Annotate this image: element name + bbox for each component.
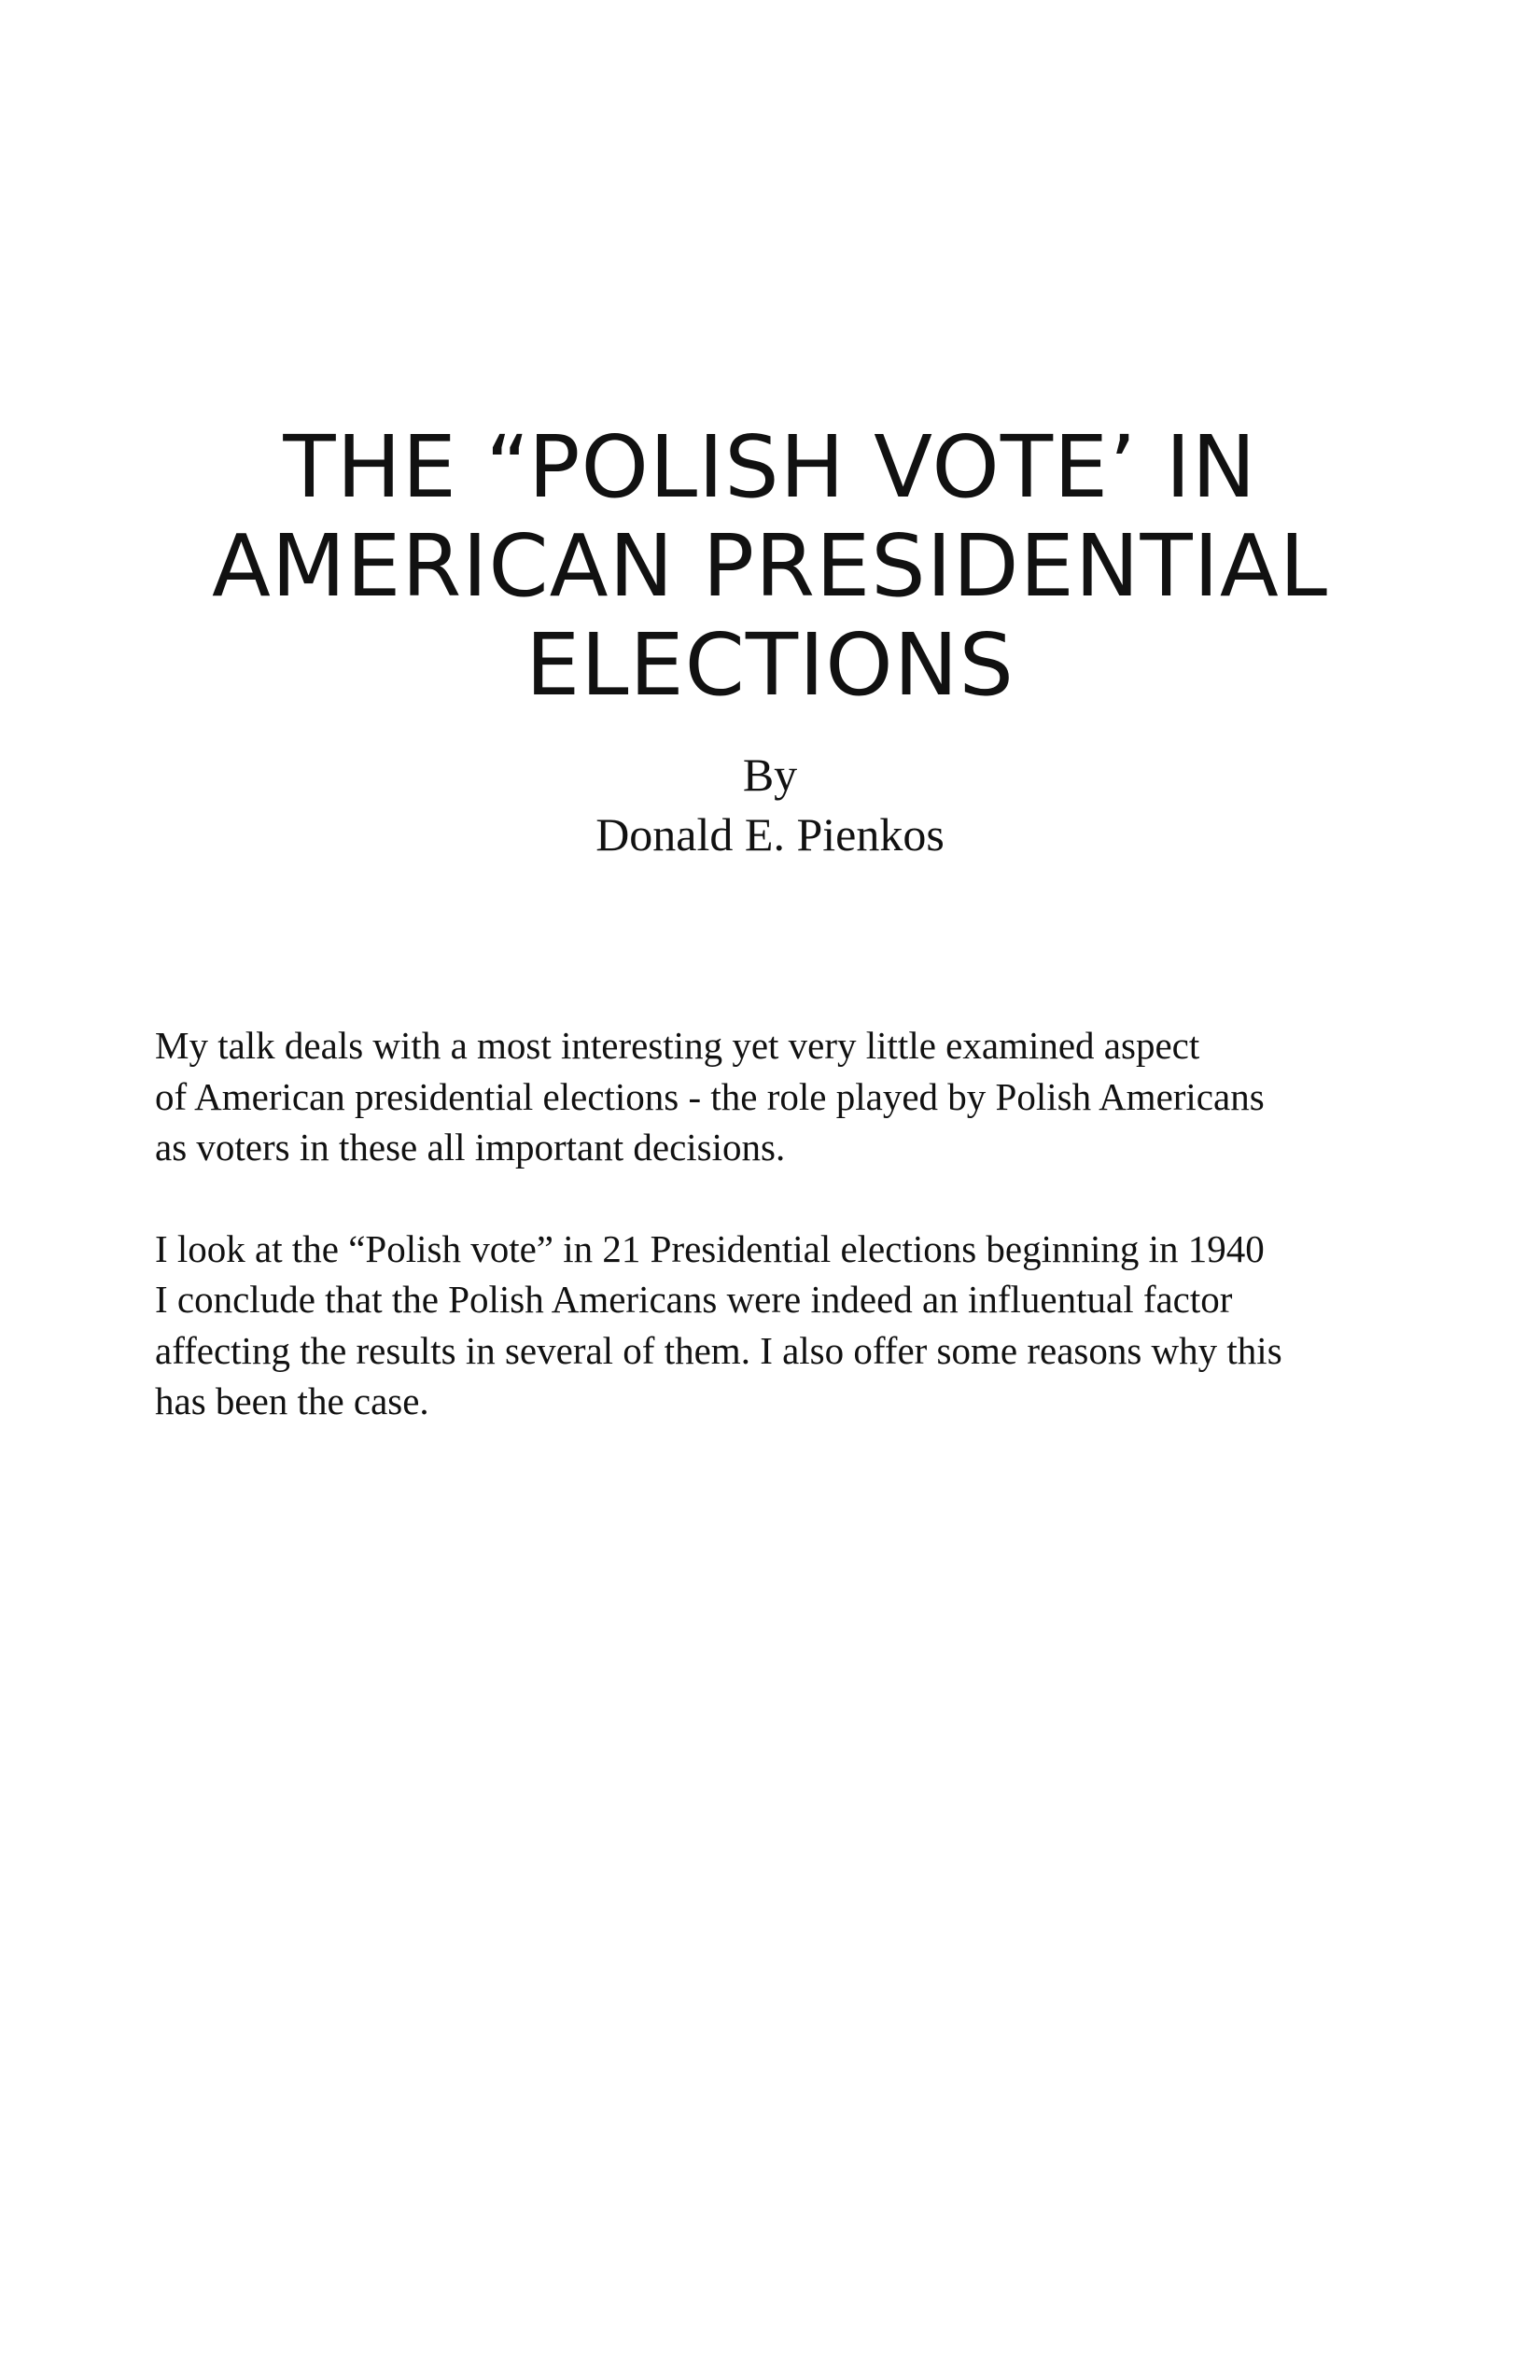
text-line: affecting the results in several of them. I also offer some reasons why this [155, 1328, 1282, 1372]
paragraph [155, 1020, 1396, 1173]
byline [0, 747, 1540, 866]
abstract-body [155, 1020, 1396, 1477]
text-line: I look at the “Polish vote” in 21 Presidential elections beginning in 1940 [155, 1226, 1265, 1270]
by-label: By [742, 749, 798, 801]
text-line: has been the case. [155, 1379, 429, 1422]
author-name: Donald E. Pienkos [595, 808, 945, 861]
document-title [0, 418, 1540, 715]
paragraph [155, 1224, 1396, 1427]
title-line: THE “POLISH VOTE’ IN [283, 417, 1257, 517]
text-line: I conclude that the Polish Americans were indeed an influentual factor [155, 1278, 1233, 1321]
text-line: My talk deals with a most interesting yet very little examined aspect [155, 1024, 1200, 1067]
text-line: of American presidential elections - the role played by Polish Americans [155, 1074, 1265, 1118]
title-line: ELECTIONS [525, 615, 1015, 715]
text-line: as voters in these all important decisions. [155, 1126, 786, 1169]
title-line: AMERICAN PRESIDENTIAL [211, 516, 1329, 616]
